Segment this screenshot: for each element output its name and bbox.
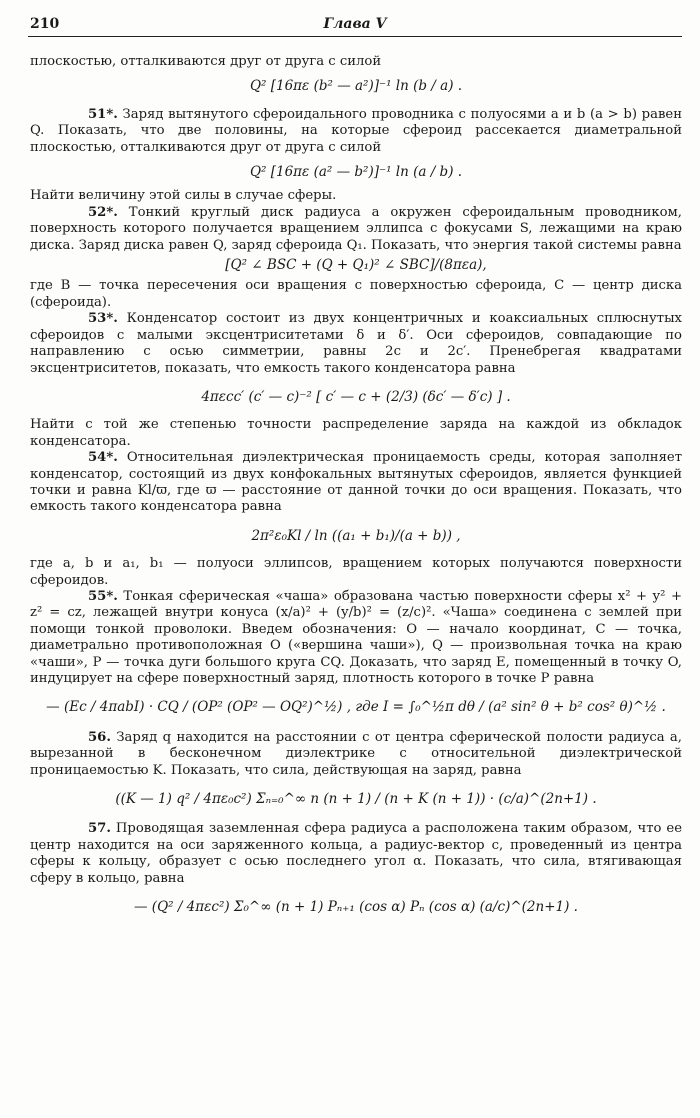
problem-53-end: Найти с той же степенью точности распределение заряда на каждой из обкладок конденсатора. — [30, 417, 682, 449]
problem-54-end: где a, b и a₁, b₁ — полуоси эллипсов, вращением которых получаются поверхности сфероидов. — [30, 556, 682, 588]
chapter-title: Глава V — [323, 16, 387, 32]
problem-52: 52*. Тонкий круглый диск радиуса a окружен сфероидальным проводником, поверхность которого получается вращением эллипса с фокусами S, лежащими на краю диска. Заряд диска равен Q, заряд сфероида Q₁. Показать, что энергия такой системы равна — [30, 204, 682, 253]
problem-number: 53*. — [88, 311, 118, 327]
formula-50: Q² [16πε (b² — a²)]⁻¹ ln (b / a) . — [249, 78, 463, 95]
problem-51: 51*. Заряд вытянутого сфероидального проводника с полуосями a и b (a > b) равен Q. Показать, что две половины, на которые сфероид рассекается диаметральной плоскостью, отталкиваются друг от друга с силой — [30, 106, 682, 155]
problem-55: 55*. Тонкая сферическая «чаша» образована частью поверхности сферы x² + y² + z² = cz, лежащей внутри конуса (x/a)² + (y/b)² = (z/c)². «Чаша» соединена с землей при помощи тонкой проволоки. Введем обозначения: O — начало координат, C — точка, диаметрально противоположная O («вершина чаши»), Q — произвольная точка на краю «чаши», P — точка дуги большого круга CQ. Доказать, что заряд E, помещенный в точку O, индуцирует на сфере поверхностный заряд, плотность которого в точке P равна — [30, 588, 682, 686]
problem-number: 55*. — [88, 588, 118, 604]
formula-56: ((K — 1) q² / 4πε₀c²) Σₙ₌₀^∞ n (n + 1) / (n + K (n + 1)) · (c/a)^(2n+1) . — [115, 791, 597, 808]
problem-number: 52*. — [88, 204, 118, 220]
problem-53: 53*. Конденсатор состоит из двух концентричных и коаксиальных сплюснутых сфероидов с малыми эксцентриситетами δ и δ′. Оси сфероидов, совпадающие по направлению с осью симметрии, равны 2c и 2c′. Пренебрегая квадратами эксцентриситетов, показать, что емкость такого конденсатора равна — [30, 311, 682, 376]
formula-54: 2π²ε₀Kl / ln ((a₁ + b₁)/(a + b)) , — [251, 527, 461, 544]
page-header — [28, 14, 682, 37]
problem-number: 56. — [88, 729, 111, 745]
problem-57: 57. Проводящая заземленная сфера радиуса a расположена таким образом, что ее центр находится на оси заряженного кольца, а радиус-вектор c, проведенный из центра сферы к кольцу, образует с осью последнего угол α. Показать, что сила, втягивающая сферу в кольцо, равна — [30, 821, 682, 886]
formula-51: Q² [16πε (a² — b²)]⁻¹ ln (a / b) . — [249, 164, 463, 181]
problem-52-end: где B — точка пересечения оси вращения с поверхностью сфероида, C — центр диска (сфероида). — [30, 278, 682, 310]
intro-line: плоскостью, отталкиваются друг от друга с силой — [30, 54, 382, 69]
problem-51-end: Найти величину этой силы в случае сферы. — [30, 188, 337, 204]
formula-52: [Q² ∠ BSC + (Q + Q₁)² ∠ SBC]/(8πεa), — [225, 257, 487, 274]
problem-number: 54*. — [88, 450, 118, 466]
problem-number: 57. — [88, 821, 111, 837]
problem-number: 51*. — [88, 106, 118, 122]
problem-54: 54*. Относительная диэлектрическая проницаемость среды, которая заполняет конденсатор, состоящий из двух конфокальных вытянутых сфероидов, является функцией точки и равна Kl/ϖ, где ϖ — расстояние от данной точки до оси вращения. Показать, что емкость такого конденсатора равна — [30, 450, 682, 515]
problem-56: 56. Заряд q находится на расстоянии c от центра сферической полости радиуса a, вырезанной в бесконечном диэлектрике с относительной диэлектрической проницаемостью K. Показать, что сила, действующая на заряд, равна — [30, 729, 682, 778]
formula-53: 4πεcc′ (c′ — c)⁻² [ c′ — c + (2/3) (δc′ — δ′c) ] . — [201, 388, 511, 405]
page-body — [30, 54, 682, 927]
page-number: 210 — [30, 16, 60, 32]
formula-55: — (Ec / 4πabI) · CQ / (OP² (OP² — OQ²)^½) , где I = ∫₀^½π dθ / (a² sin² θ + b² cos² θ)^½ . — [46, 699, 666, 716]
formula-57: — (Q² / 4πεc²) Σ₀^∞ (n + 1) Pₙ₊₁ (cos α) Pₙ (cos α) (a/c)^(2n+1) . — [134, 899, 578, 916]
